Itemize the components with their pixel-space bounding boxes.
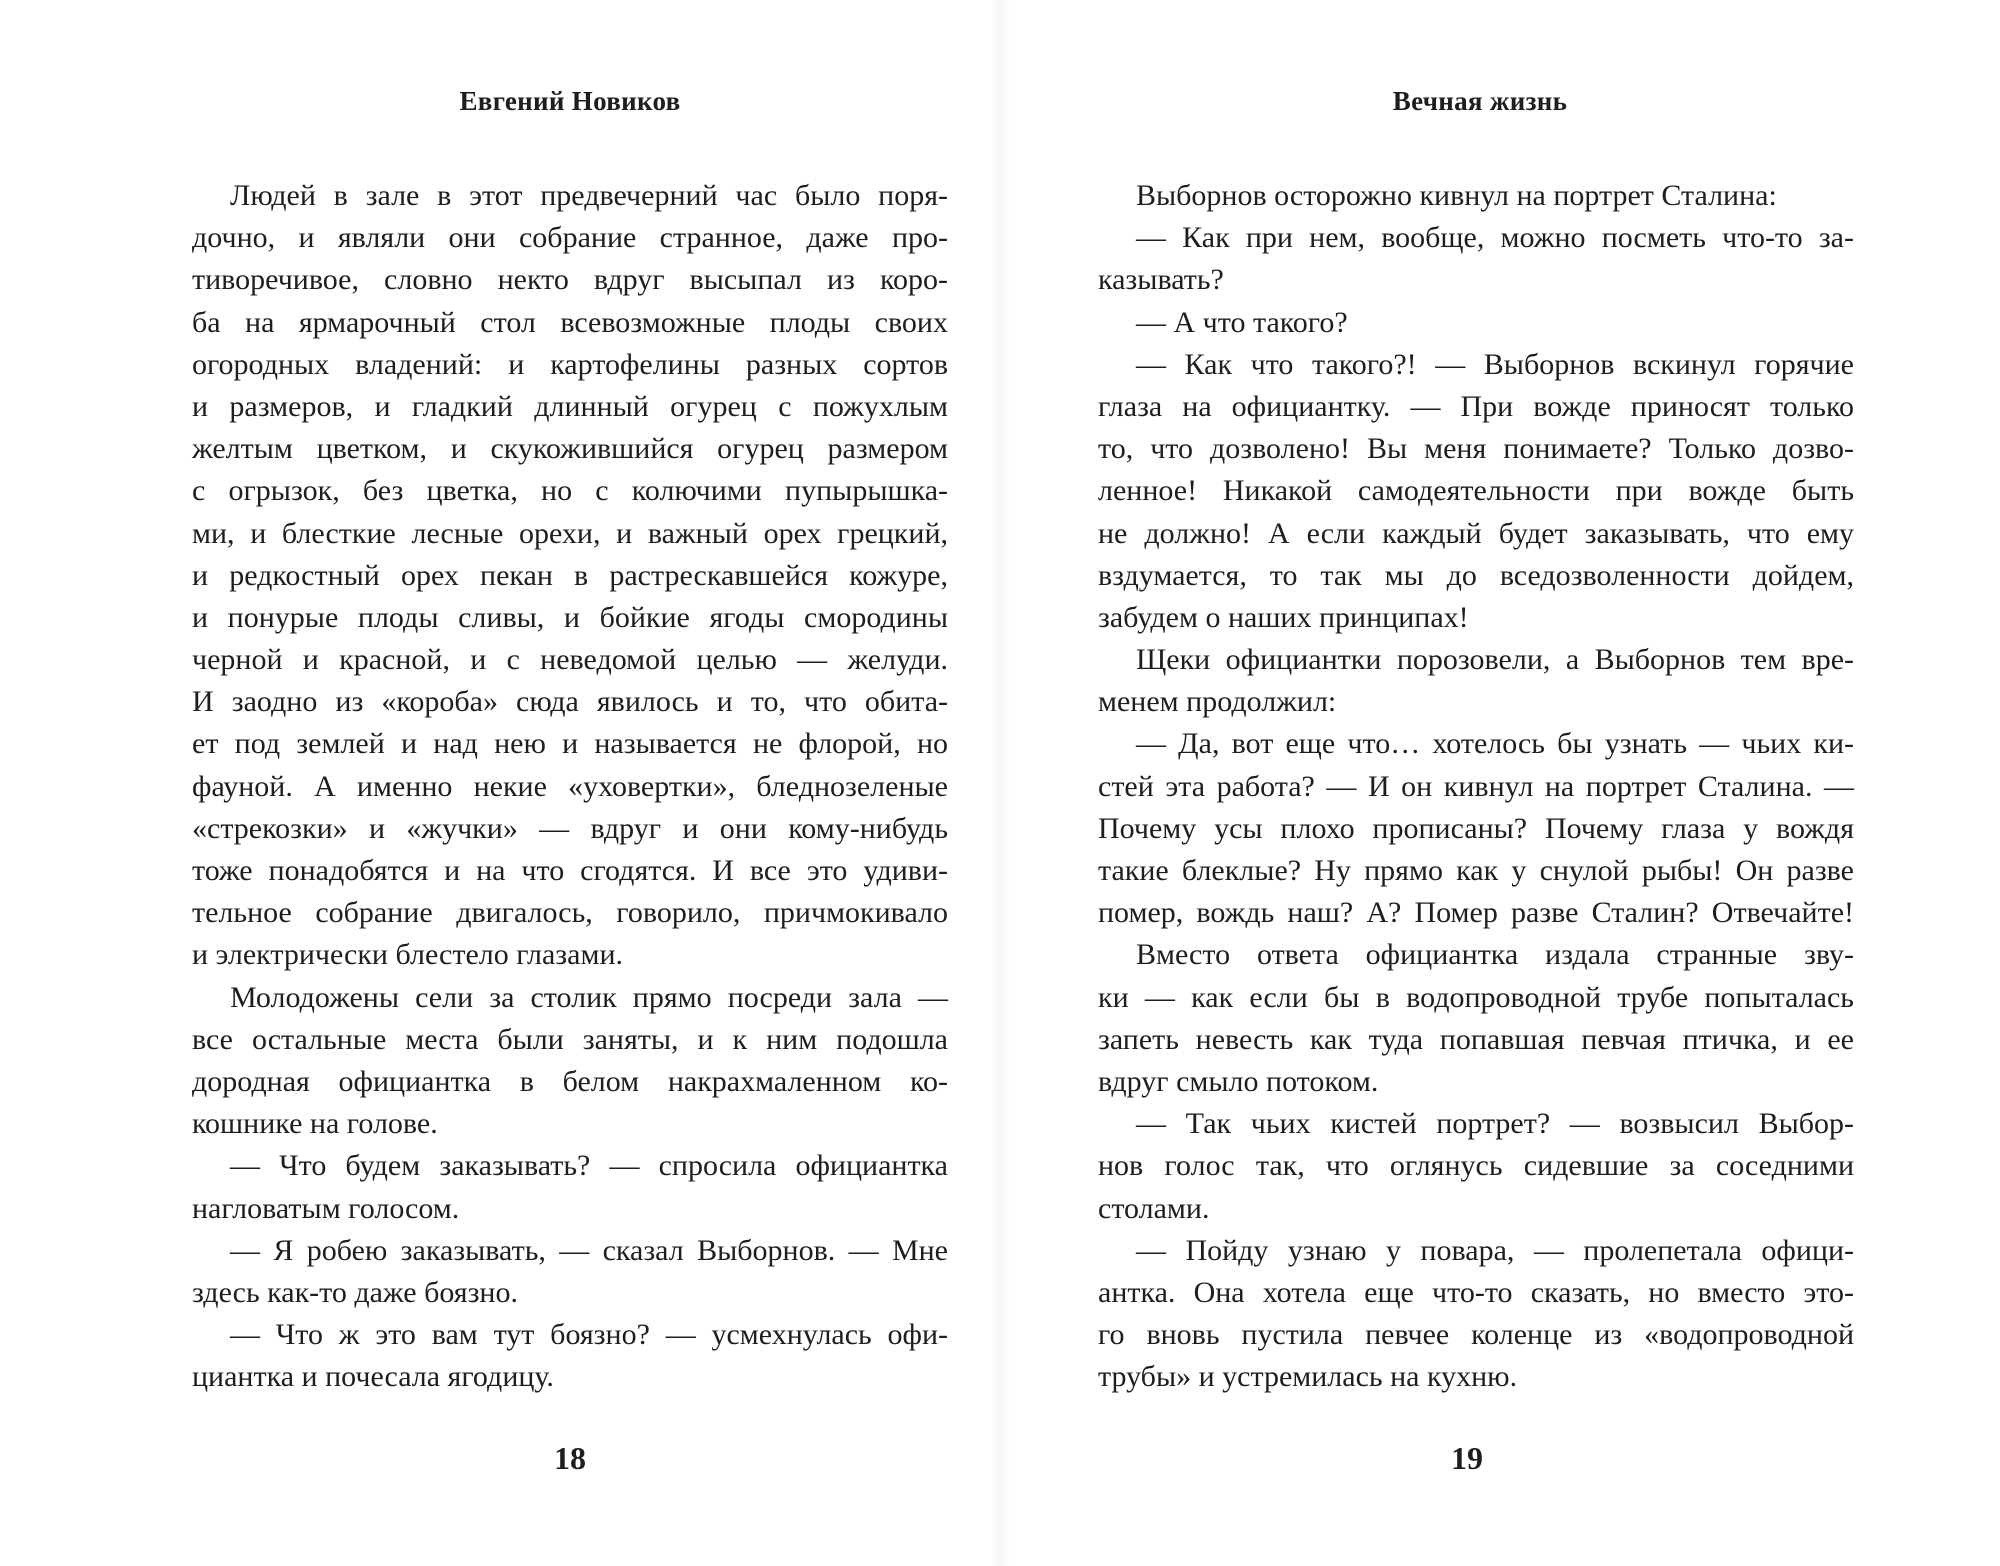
text-line: трубы» и устремилась на кухню. [1098,1360,1518,1394]
text-line: ми, и блесткие лесные орехи, и важный орех грецкий, [192,516,948,550]
page-number: 18 [554,1440,586,1476]
text-line: — Так чьих кистей портрет? — возвысил Выбор- [1136,1107,1854,1141]
text-line: Молодожены сели за столик прямо посреди зала — [230,980,948,1014]
text-line: вздумается, то так мы до вседозволенности дойдем, [1098,558,1854,592]
text-line: — Что будем заказывать? — спросила официантка [230,1149,948,1183]
left-page-body-text [192,175,948,1398]
text-line: го вновь пустила певчее коленце из «водопроводной [1098,1318,1854,1352]
text-line: кошнике на голове. [192,1107,438,1141]
text-line: все остальные места были заняты, и к ним подошла [192,1022,948,1056]
text-line: — Как что такого?! — Выборнов вскинул горячие [1136,347,1854,381]
text-line: Выборнов осторожно кивнул на портрет Сталина: [1136,179,1777,212]
text-line: такие блеклые? Ну прямо как у снулой рыбы! Он разве [1098,854,1854,887]
running-head-author: Евгений Новиков [459,86,681,116]
text-line: и редкостный орех пекан в растрескавшейся кожуре, [192,558,948,592]
text-line: Щеки официантки порозовели, а Выборнов тем вре- [1136,643,1854,677]
right-page-body-text [1098,175,1854,1398]
text-line: — Я робею заказывать, — сказал Выборнов. — Мне [230,1233,948,1267]
text-line: — Что ж это вам тут боязно? — усмехнулась офи- [230,1318,948,1352]
text-line: дочно, и являли они собрание странное, даже про- [192,221,948,255]
text-line: тельное собрание двигалось, говорило, причмокивало [192,896,948,930]
text-line: И заодно из «короба» сюда явилось и то, что обита- [192,685,948,719]
text-line: Людей в зале в этот предвечерний час было поря- [230,179,948,212]
text-line: нагловатым голосом. [192,1191,460,1225]
page-number: 19 [1451,1440,1483,1476]
text-line: черной и красной, и с неведомой целью — желуди. [192,643,948,677]
text-line: помер, вождь наш? А? Помер разве Сталин? Отвечайте! [1098,896,1854,930]
text-line: нов голос так, что оглянусь сидевшие за соседними [1098,1149,1854,1183]
text-line: ба на ярмарочный стол всевозможные плоды своих [192,305,948,339]
text-line: тоже понадобятся и на что сгодятся. И все это удиви- [192,854,948,887]
text-line: ет под землей и над нею и называется не флорой, но [192,727,948,761]
text-line: и электрически блестело глазами. [192,938,624,972]
text-line: тиворечивое, словно некто вдруг высыпал из коро- [192,263,948,297]
text-line: и понурые плоды сливы, и бойкие ягоды смородины [192,600,948,634]
text-line: ки — как если бы в водопроводной трубе попыталась [1098,980,1854,1014]
text-line: казывать? [1098,263,1224,297]
text-line: столами. [1098,1191,1210,1225]
text-line: циантка и почесала ягодицу. [192,1360,554,1394]
right-page [1000,0,2000,1566]
text-line: — Пойду узнаю у повара, — пролепетала офици- [1136,1233,1854,1267]
text-line: забудем о наших принципах! [1098,600,1469,634]
text-line: и размеров, и гладкий длинный огурец с пожухлым [192,389,948,423]
text-line: дородная официантка в белом накрахмаленном ко- [192,1064,948,1098]
text-line: запеть невесть как туда попавшая певчая птичка, и ее [1098,1022,1854,1056]
text-line: менем продолжил: [1098,685,1337,719]
text-line: «стрекозки» и «жучки» — вдруг и они кому-нибудь [192,811,948,845]
text-line: антка. Она хотела еще что-то сказать, но вместо это- [1098,1275,1854,1309]
running-head-title: Вечная жизнь [1392,86,1568,116]
text-line: Почему усы плохо прописаны? Почему глаза у вождя [1098,811,1854,845]
text-line: не должно! А если каждый будет заказывать, что ему [1098,516,1854,550]
text-line: фауной. А именно некие «уховертки», бледнозеленые [192,769,948,803]
text-line: — Как при нем, вообще, можно посметь что-то за- [1136,221,1854,255]
text-line: ленное! Никакой самодеятельности при вожде быть [1098,474,1854,508]
text-line: — Да, вот еще что… хотелось бы узнать — чьих ки- [1136,727,1854,761]
text-line: желтым цветком, и скукожившийся огурец размером [192,432,948,466]
text-line: Вместо ответа официантка издала странные зву- [1136,938,1854,972]
text-line: с огрызок, без цветка, но с колючими пупырышка- [192,474,948,508]
text-line: то, что дозволено! Вы меня понимаете? Только дозво- [1098,432,1854,466]
text-line: вдруг смыло потоком. [1098,1064,1379,1098]
text-line: огородных владений: и картофелины разных сортов [192,347,948,381]
text-line: глаза на официантку. — При вожде приносят только [1098,389,1854,423]
text-line: стей эта работа? — И он кивнул на портрет Сталина. — [1098,769,1854,803]
text-line: здесь как-то даже боязно. [192,1275,518,1309]
text-line: — А что такого? [1136,305,1348,339]
